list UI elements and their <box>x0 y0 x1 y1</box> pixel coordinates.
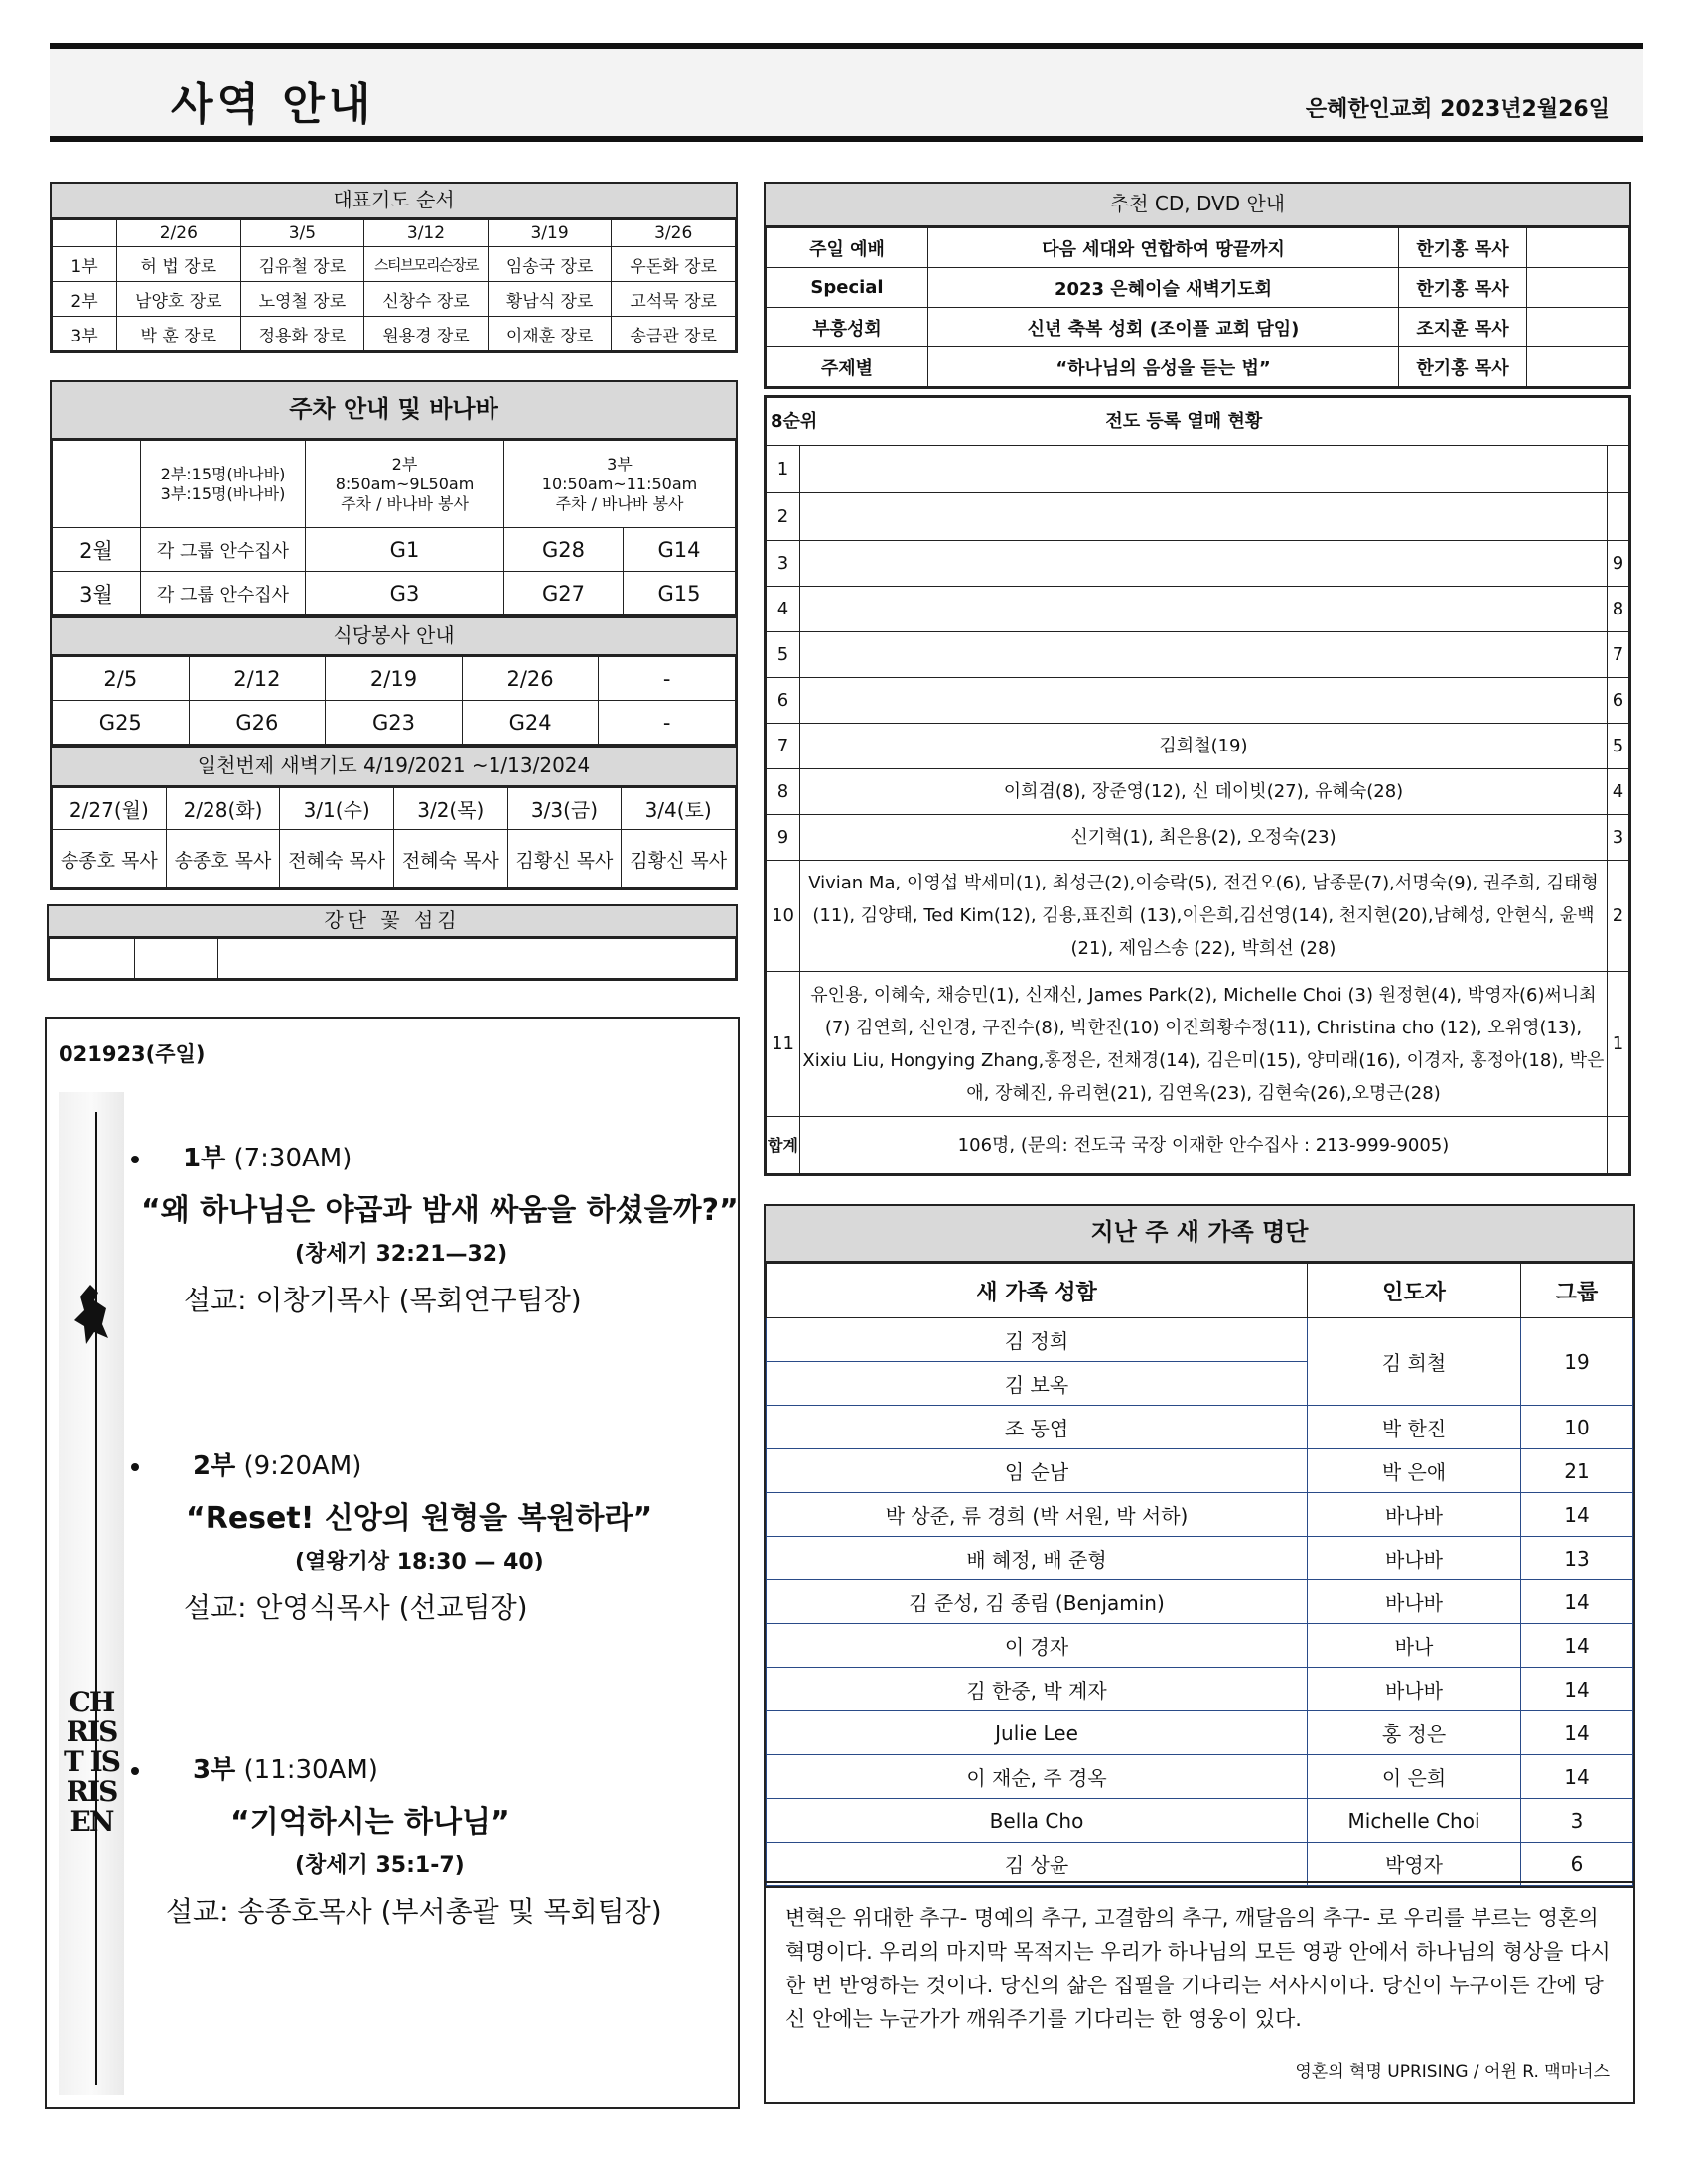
banner-text: CHRIST IS RISEN <box>64 1686 119 1838</box>
service-heading <box>131 1749 378 1786</box>
evangelism-names <box>800 446 1608 493</box>
christ-is-risen-banner <box>59 1092 124 2095</box>
prayer-cell: 신창수 장로 <box>364 282 489 317</box>
family-name: 박 상준, 류 경희 (박 서원, 박 서하) <box>767 1493 1308 1537</box>
cd-name: “하나님의 음성을 듣는 법” <box>928 347 1399 387</box>
altar-flowers-cell <box>50 939 135 979</box>
evangelism-names: 유인용, 이혜숙, 채승민(1), 신재신, James Park(2), Michelle Choi (3) 원정현(4), 박영자(6)써니최(7) 김연희, 신인경, 구진수(8), 박한진(10) 이진희황수정(11), Christina cho (12), 오위영(13), Xixiu Liu, Hongying Zhang,홍정은, 전채경(14), 김은미(15), 양미래(16), 이경자, 홍정아(18), 박은애, 장혜진, 유리현(21), 김연옥(23), 김현숙(26),오명근(28) <box>800 972 1608 1117</box>
prayer-cell: 황남식 장로 <box>488 282 612 317</box>
family-name: 이 재순, 주 경옥 <box>767 1755 1308 1799</box>
dining-date: 2/26 <box>462 657 599 701</box>
family-name: 이 경자 <box>767 1624 1308 1668</box>
dining-date: 2/19 <box>326 657 463 701</box>
prayer-cell: 정용화 장로 <box>240 317 364 351</box>
prayer-cell: 송금관 장로 <box>612 317 736 351</box>
prayer-cell: 고석묵 장로 <box>612 282 736 317</box>
prayer-corner <box>53 220 117 247</box>
sermon-reference: (창세기 32:21—32) <box>295 1242 508 1267</box>
family-name: 김 정희 <box>767 1318 1308 1362</box>
cross-icon <box>95 1112 97 2085</box>
new-family-row <box>767 1449 1633 1493</box>
church-date: 은혜한인교회 2023년2월26일 <box>1305 97 1610 122</box>
cd-dvd-section <box>764 182 1631 389</box>
evangelism-names: 김희철(19) <box>800 724 1608 769</box>
evangelism-total-label: 합계 <box>767 1117 800 1174</box>
evangelism-names <box>800 587 1608 632</box>
family-group: 14 <box>1521 1493 1633 1537</box>
dawn-prayer-pastor: 송종호 목사 <box>53 830 167 888</box>
evangelism-number: 9 <box>767 815 800 861</box>
new-family-row <box>767 1318 1633 1362</box>
sermon-title: “Reset! 신앙의 원형을 복원하라” <box>186 1501 653 1536</box>
cd-name: 2023 은혜이슬 새벽기도회 <box>928 268 1399 308</box>
service-time: (11:30AM) <box>243 1755 378 1785</box>
family-group: 19 <box>1521 1318 1633 1406</box>
cd-name: 다음 세대와 연합하여 땅끝까지 <box>928 228 1399 268</box>
altar-flowers-title: 강단 꽃 섬김 <box>49 906 736 938</box>
dining-group: G24 <box>462 701 599 745</box>
parking-cell: G3 <box>306 572 504 615</box>
quote-source: 영혼의 혁명 UPRISING / 어윈 R. 맥마너스 <box>1295 2062 1610 2082</box>
bullet-icon <box>131 1463 139 1471</box>
dining-group: G23 <box>326 701 463 745</box>
family-leader: 김 희철 <box>1308 1318 1521 1406</box>
family-leader: 박 한진 <box>1308 1406 1521 1449</box>
new-family-row <box>767 1711 1633 1755</box>
evangelism-number: 8 <box>767 769 800 815</box>
prayer-service: 2부 <box>53 282 117 317</box>
new-family-row <box>767 1843 1633 1886</box>
prayer-date: 2/26 <box>117 220 241 247</box>
dawn-prayer-section <box>50 746 738 890</box>
prayer-row <box>53 282 736 317</box>
parking-cell: G28 <box>504 528 624 572</box>
parking-month: 3월 <box>53 572 141 615</box>
evangelism-section <box>764 395 1631 1176</box>
family-leader: 박 은애 <box>1308 1449 1521 1493</box>
prayer-cell: 스티브모리슨장로 <box>364 247 489 282</box>
new-families-table <box>766 1263 1633 1886</box>
evangelism-rank: 7 <box>1607 632 1628 678</box>
evangelism-header-row <box>767 398 1629 446</box>
parking-row <box>53 572 736 615</box>
dawn-prayer-day: 3/2(목) <box>393 788 507 830</box>
cd-speaker: 한기홍 목사 <box>1399 268 1527 308</box>
family-name: 김 한중, 박 계자 <box>767 1668 1308 1711</box>
parking-header-3bu: 3부 10:50am~11:50am 주차 / 바나바 봉사 <box>504 441 736 528</box>
cd-dvd-table <box>766 227 1629 387</box>
parking-cell: G27 <box>504 572 624 615</box>
service-heading <box>131 1445 361 1482</box>
cd-extra <box>1527 228 1629 268</box>
dawn-prayer-pastor: 김황신 목사 <box>507 830 622 888</box>
parking-corner <box>53 441 141 528</box>
parking-header-count: 2부:15명(바나바) 3부:15명(바나바) <box>141 441 306 528</box>
dawn-prayer-pastor: 전혜숙 목사 <box>280 830 394 888</box>
cd-category: 부흥성회 <box>767 308 928 347</box>
dawn-prayer-pastor: 송종호 목사 <box>166 830 280 888</box>
parking-group: 각 그룹 안수집사 <box>141 572 306 615</box>
family-group: 6 <box>1521 1843 1633 1886</box>
prayer-cell: 임송국 장로 <box>488 247 612 282</box>
evangelism-rank <box>1607 493 1628 541</box>
family-leader: 박영자 <box>1308 1843 1521 1886</box>
dawn-prayer-day: 3/4(토) <box>622 788 736 830</box>
altar-flowers-table <box>49 938 736 979</box>
parking-cell: G14 <box>624 528 736 572</box>
parking-table <box>52 440 736 615</box>
evangelism-row <box>767 587 1629 632</box>
dawn-prayer-day: 3/3(금) <box>507 788 622 830</box>
prayer-cell: 허 법 장로 <box>117 247 241 282</box>
prayer-cell: 김유철 장로 <box>240 247 364 282</box>
evangelism-number: 1 <box>767 446 800 493</box>
prayer-title: 대표기도 순서 <box>52 184 736 219</box>
prayer-table <box>52 219 736 351</box>
dawn-prayer-title: 일천번제 새벽기도 4/19/2021 ~1/13/2024 <box>52 748 736 787</box>
prayer-header-row <box>53 220 736 247</box>
family-leader: 바나 <box>1308 1624 1521 1668</box>
prayer-date: 3/12 <box>364 220 489 247</box>
evangelism-row <box>767 678 1629 724</box>
evangelism-row <box>767 861 1629 972</box>
dawn-prayer-day: 2/28(화) <box>166 788 280 830</box>
prayer-cell: 노영철 장로 <box>240 282 364 317</box>
family-group: 14 <box>1521 1755 1633 1799</box>
col-header-leader: 인도자 <box>1308 1264 1521 1318</box>
sermon-reference: (열왕기상 18:30 — 40) <box>295 1550 544 1574</box>
parking-section <box>50 380 738 617</box>
evangelism-row <box>767 972 1629 1117</box>
cd-category: 주일 예배 <box>767 228 928 268</box>
sermon-preacher: 설교: 송종호목사 (부서총괄 및 목회팀장) <box>166 1895 662 1928</box>
evangelism-names: 이희겸(8), 장준영(12), 신 데이빗(27), 유혜숙(28) <box>800 769 1608 815</box>
cd-extra <box>1527 268 1629 308</box>
altar-flowers-row <box>50 939 736 979</box>
sermon-date: 021923(주일) <box>59 1042 206 1066</box>
bullet-icon <box>131 1156 139 1163</box>
evangelism-names: Vivian Ma, 이영섭 박세미(1), 최성근(2),이승락(5), 전건오(6), 남종문(7),서명숙(9), 권주희, 김태형(11), 김양태, Ted Kim(12), 김용,표진희 (13),이은희,김선영(14), 천지현(20),남혜성, 안현식, 윤백(21), 제임스송 (22), 박희선 (28) <box>800 861 1608 972</box>
dawn-prayer-pastor: 전혜숙 목사 <box>393 830 507 888</box>
sermon-title: “기억하시는 하나님” <box>230 1805 510 1840</box>
prayer-cell: 원용경 장로 <box>364 317 489 351</box>
dawn-prayer-pastor-row <box>53 830 736 888</box>
new-family-row <box>767 1493 1633 1537</box>
prayer-cell: 남양호 장로 <box>117 282 241 317</box>
new-family-row <box>767 1406 1633 1449</box>
new-family-row <box>767 1580 1633 1624</box>
evangelism-number: 3 <box>767 541 800 587</box>
new-family-row <box>767 1624 1633 1668</box>
family-group: 13 <box>1521 1537 1633 1580</box>
prayer-service: 1부 <box>53 247 117 282</box>
family-group: 14 <box>1521 1580 1633 1624</box>
service-time: (9:20AM) <box>243 1451 362 1481</box>
dawn-prayer-pastor: 김황신 목사 <box>622 830 736 888</box>
sermon-section <box>45 1017 740 2109</box>
evangelism-rank: 5 <box>1607 724 1628 769</box>
sermon-reference: (창세기 35:1-7) <box>295 1853 465 1878</box>
evangelism-names <box>800 678 1608 724</box>
cd-extra <box>1527 347 1629 387</box>
prayer-date: 3/26 <box>612 220 736 247</box>
cd-dvd-row <box>767 228 1629 268</box>
dawn-prayer-day-row <box>53 788 736 830</box>
family-name: 김 준성, 김 종림 (Benjamin) <box>767 1580 1308 1624</box>
dining-table <box>52 656 736 745</box>
dining-date-row <box>53 657 736 701</box>
prayer-schedule <box>50 182 738 353</box>
evangelism-number: 2 <box>767 493 800 541</box>
dawn-prayer-table <box>52 787 736 888</box>
parking-header-row <box>53 441 736 528</box>
evangelism-table <box>766 397 1629 1174</box>
cd-speaker: 한기홍 목사 <box>1399 228 1527 268</box>
dawn-prayer-day: 3/1(수) <box>280 788 394 830</box>
evangelism-row <box>767 724 1629 769</box>
new-family-row <box>767 1799 1633 1843</box>
prayer-date: 3/19 <box>488 220 612 247</box>
quote-text: 변혁은 위대한 추구- 명예의 추구, 고결함의 추구, 깨달음의 추구- 로 우리를 부르는 영혼의 혁명이다. 우리의 마지막 목적지는 우리가 하나님의 모든 영광 안에서 하나님의 형상을 다시 한 번 반영하는 것이다. 당신의 삶은 집필을 기다리는 서사시이다. 당신이 누구이든 간에 당신 안에는 누군가가 깨워주기를 기다리는 한 영웅이 있다. <box>785 1906 1611 2031</box>
family-group: 10 <box>1521 1406 1633 1449</box>
evangelism-row <box>767 769 1629 815</box>
family-leader: 홍 정은 <box>1308 1711 1521 1755</box>
family-leader: Michelle Choi <box>1308 1799 1521 1843</box>
family-group: 14 <box>1521 1668 1633 1711</box>
sermon-preacher: 설교: 안영식목사 (선교팀장) <box>184 1591 528 1624</box>
service-heading <box>131 1138 352 1174</box>
evangelism-row <box>767 815 1629 861</box>
service-label: 2부 <box>193 1451 236 1481</box>
service-label: 3부 <box>193 1755 236 1785</box>
family-leader: 바나바 <box>1308 1580 1521 1624</box>
evangelism-rank: 9 <box>1607 541 1628 587</box>
new-families-header-row <box>767 1264 1633 1318</box>
evangelism-names <box>800 541 1608 587</box>
family-name: Julie Lee <box>767 1711 1308 1755</box>
evangelism-total: 106명, (문의: 전도국 국장 이재한 안수집사 : 213-999-9005) <box>800 1117 1608 1174</box>
family-group: 3 <box>1521 1799 1633 1843</box>
evangelism-rank: 8 <box>1607 587 1628 632</box>
prayer-service: 3부 <box>53 317 117 351</box>
evangelism-rank: 2 <box>1607 861 1628 972</box>
evangelism-names: 신기혁(1), 최은용(2), 오정숙(23) <box>800 815 1608 861</box>
altar-flowers-cell <box>135 939 218 979</box>
col-header-name: 새 가족 성함 <box>767 1264 1308 1318</box>
page-title: 사역 안내 <box>171 79 375 130</box>
dove-icon <box>72 1281 110 1350</box>
family-name: 배 혜정, 배 준형 <box>767 1537 1308 1580</box>
cd-dvd-row <box>767 347 1629 387</box>
prayer-cell: 이재훈 장로 <box>488 317 612 351</box>
prayer-row <box>53 247 736 282</box>
evangelism-rank: 1 <box>1607 972 1628 1117</box>
evangelism-title: 전도 등록 열매 현황 <box>1105 410 1263 432</box>
cd-dvd-row <box>767 308 1629 347</box>
family-leader: 바나바 <box>1308 1537 1521 1580</box>
new-families-section <box>764 1204 1635 1888</box>
service-label: 1부 <box>183 1144 226 1173</box>
dining-group: - <box>599 701 736 745</box>
cd-category: Special <box>767 268 928 308</box>
family-name: Bella Cho <box>767 1799 1308 1843</box>
cd-extra <box>1527 308 1629 347</box>
family-leader: 이 은희 <box>1308 1755 1521 1799</box>
dining-date: 2/5 <box>53 657 190 701</box>
evangelism-names <box>800 632 1608 678</box>
evangelism-total-row <box>767 1117 1629 1174</box>
evangelism-number: 5 <box>767 632 800 678</box>
quote-box <box>764 1881 1635 2104</box>
parking-row <box>53 528 736 572</box>
new-family-row <box>767 1755 1633 1799</box>
evangelism-number: 6 <box>767 678 800 724</box>
family-group: 14 <box>1521 1624 1633 1668</box>
dining-title: 식당봉사 안내 <box>52 618 736 656</box>
evangelism-header <box>767 398 1629 446</box>
family-name: 김 상윤 <box>767 1843 1308 1886</box>
parking-cell: G1 <box>306 528 504 572</box>
cd-name: 신년 축복 성회 (조이플 교회 담임) <box>928 308 1399 347</box>
page-header <box>50 43 1643 142</box>
evangelism-names <box>800 493 1608 541</box>
family-name: 임 순남 <box>767 1449 1308 1493</box>
cd-category: 주제별 <box>767 347 928 387</box>
dining-group: G25 <box>53 701 190 745</box>
family-group: 21 <box>1521 1449 1633 1493</box>
evangelism-row <box>767 541 1629 587</box>
evangelism-row <box>767 446 1629 493</box>
cd-dvd-title: 추천 CD, DVD 안내 <box>766 184 1629 227</box>
dining-date: - <box>599 657 736 701</box>
evangelism-rank: 6 <box>1607 678 1628 724</box>
dining-group: G26 <box>189 701 326 745</box>
parking-month: 2월 <box>53 528 141 572</box>
service-time: (7:30AM) <box>233 1144 352 1173</box>
cd-speaker: 조지훈 목사 <box>1399 308 1527 347</box>
bullet-icon <box>131 1767 139 1775</box>
parking-header-2bu: 2부 8:50am~9L50am 주차 / 바나바 봉사 <box>306 441 504 528</box>
family-leader: 바나바 <box>1308 1493 1521 1537</box>
parking-cell: G15 <box>624 572 736 615</box>
dining-section <box>50 616 738 747</box>
evangelism-rank: 4 <box>1607 769 1628 815</box>
dawn-prayer-day: 2/27(월) <box>53 788 167 830</box>
cd-speaker: 한기홍 목사 <box>1399 347 1527 387</box>
family-leader: 바나바 <box>1308 1668 1521 1711</box>
prayer-cell: 우돈화 장로 <box>612 247 736 282</box>
evangelism-total-blank <box>1607 1117 1628 1174</box>
sermon-preacher: 설교: 이창기목사 (목회연구팀장) <box>184 1284 582 1316</box>
evangelism-number: 7 <box>767 724 800 769</box>
evangelism-row <box>767 493 1629 541</box>
new-family-row <box>767 1668 1633 1711</box>
prayer-row <box>53 317 736 351</box>
evangelism-rank <box>1607 446 1628 493</box>
altar-flowers-cell <box>218 939 736 979</box>
evangelism-rank-label: 8순위 <box>771 410 818 432</box>
evangelism-number: 11 <box>767 972 800 1117</box>
dining-group-row <box>53 701 736 745</box>
new-family-row <box>767 1537 1633 1580</box>
parking-group: 각 그룹 안수집사 <box>141 528 306 572</box>
col-header-group: 그룹 <box>1521 1264 1633 1318</box>
family-name: 김 보옥 <box>767 1362 1308 1406</box>
new-families-title: 지난 주 새 가족 명단 <box>766 1206 1633 1263</box>
prayer-date: 3/5 <box>240 220 364 247</box>
sermon-title: “왜 하나님은 야곱과 밤새 싸움을 하셨을까?” <box>141 1193 739 1228</box>
parking-title: 주차 안내 및 바나바 <box>52 382 736 440</box>
family-group: 14 <box>1521 1711 1633 1755</box>
evangelism-number: 10 <box>767 861 800 972</box>
cd-dvd-row <box>767 268 1629 308</box>
evangelism-row <box>767 632 1629 678</box>
evangelism-number: 4 <box>767 587 800 632</box>
family-name: 조 동엽 <box>767 1406 1308 1449</box>
evangelism-rank: 3 <box>1607 815 1628 861</box>
altar-flowers-section <box>47 904 738 981</box>
prayer-cell: 박 훈 장로 <box>117 317 241 351</box>
dining-date: 2/12 <box>189 657 326 701</box>
